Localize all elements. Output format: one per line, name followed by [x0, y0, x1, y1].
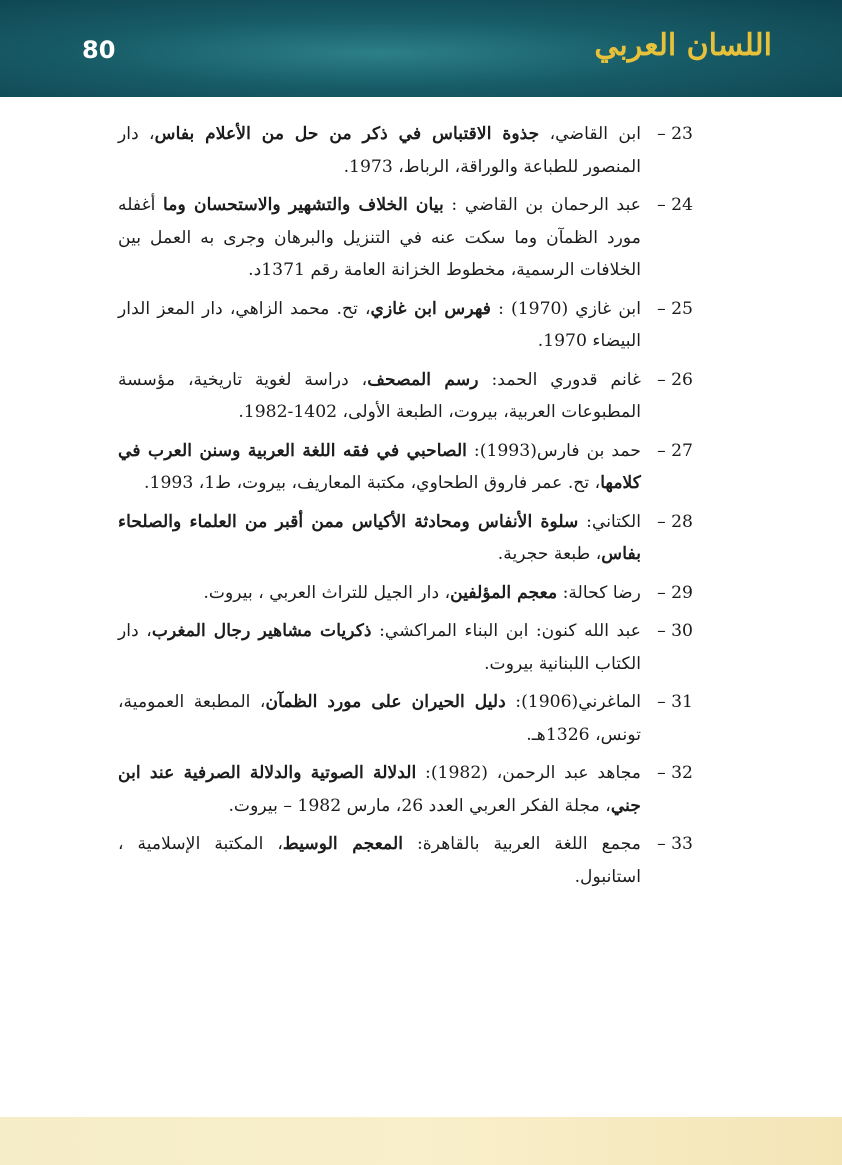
reference-item	[118, 757, 693, 822]
reference-text: ، طبعة حجرية.	[497, 544, 602, 564]
reference-text: ابن القاضي،	[539, 124, 641, 144]
reference-number: 24 –	[657, 195, 693, 215]
reference-text: مجمع اللغة العربية بالقاهرة:	[402, 834, 641, 854]
reference-text: ، مجلة الفكر العربي العدد 26، مارس 1982 – بيروت.	[228, 795, 611, 816]
reference-text: غانم قدوري الحمد:	[478, 369, 641, 390]
reference-text: ، تح. عمر فاروق الطحاوي، مكتبة المعاريف، بيروت، ط1، 1993.	[144, 473, 601, 493]
reference-text: ، دراسة لغوية تاريخية، مؤسسة المطبوعات العربية، بيروت، الطبعة الأولى، 1402-1982.	[118, 369, 641, 422]
reference-text: أغفله مورد الظمآن وما سكت عنه في التنزيل والبرهان وجرى به العمل بين الخلافات الرسمية، مخطوط الخزانة العامة رقم 1371د.	[118, 195, 641, 280]
journal-logo: اللسان العربي	[594, 28, 772, 63]
reference-number: 31 –	[657, 692, 693, 712]
page-number: 80	[82, 36, 116, 64]
reference-title: رسم المصحف	[367, 369, 479, 390]
reference-title: فهرس ابن غازي	[370, 298, 491, 319]
reference-item	[118, 364, 693, 429]
reference-title: المعجم الوسيط	[282, 834, 403, 854]
reference-title: بيان الخلاف والتشهير والاستحسان وما	[163, 195, 444, 215]
reference-title: الدلالة الصوتية والدلالة الصرفية عند ابن جني	[118, 763, 641, 816]
reference-title: ذكريات مشاهير رجال المغرب	[151, 621, 372, 641]
reference-title: الصاحبي في فقه اللغة العربية وسنن العرب في كلامها	[118, 440, 641, 493]
reference-number: 25 –	[657, 298, 693, 319]
reference-item	[118, 118, 693, 183]
reference-title: سلوة الأنفاس ومحادثة الأكياس ممن أقبر من العلماء والصلحاء بفاس	[118, 511, 641, 564]
reference-text: ابن غازي (1970) :	[491, 298, 641, 319]
reference-item	[118, 435, 693, 500]
reference-number: 33 –	[657, 834, 693, 854]
reference-item	[118, 828, 693, 893]
reference-item	[118, 189, 693, 287]
reference-title: جذوة الاقتباس في ذكر من حل من الأعلام بفاس	[154, 124, 540, 144]
reference-text: ، المطبعة العمومية، تونس، 1326هـ.	[118, 692, 641, 745]
reference-item	[118, 577, 693, 610]
reference-number: 23 –	[657, 124, 693, 144]
reference-title: معجم المؤلفين	[450, 582, 558, 603]
reference-text: الماغرني(1906):	[505, 692, 642, 712]
reference-number: 27 –	[657, 440, 693, 461]
reference-item	[118, 615, 693, 680]
references-list	[118, 118, 693, 899]
reference-text: حمد بن فارس(1993):	[466, 440, 641, 461]
reference-item	[118, 686, 693, 751]
page-footer-band	[0, 1117, 842, 1165]
reference-text: عبد الرحمان بن القاضي :	[443, 195, 642, 215]
reference-text: ، دار الكتاب اللبنانية بيروت.	[118, 621, 641, 674]
reference-number: 29 –	[657, 582, 693, 603]
reference-item	[118, 293, 693, 358]
reference-item	[118, 506, 693, 571]
page-header	[0, 0, 842, 97]
reference-text: مجاهد عبد الرحمن، (1982):	[416, 763, 642, 783]
reference-number: 32 –	[657, 763, 693, 783]
reference-number: 28 –	[657, 511, 693, 532]
reference-number: 30 –	[657, 621, 693, 641]
reference-title: دليل الحيران على مورد الظمآن	[265, 692, 506, 712]
reference-text: ، دار المنصور للطباعة والوراقة، الرباط، 1973.	[118, 124, 641, 177]
reference-text: رضا كحالة:	[557, 582, 641, 603]
reference-text: ، دار الجيل للتراث العربي ، بيروت.	[203, 582, 451, 603]
reference-text: الكتاني:	[578, 511, 641, 532]
reference-text: عبد الله كنون: ابن البناء المراكشي:	[371, 621, 641, 641]
reference-text: ، المكتبة الإسلامية ، استانبول.	[118, 834, 641, 887]
reference-text: ، تح. محمد الزاهي، دار المعز الدار البيضاء 1970.	[118, 298, 641, 351]
reference-number: 26 –	[657, 369, 693, 390]
